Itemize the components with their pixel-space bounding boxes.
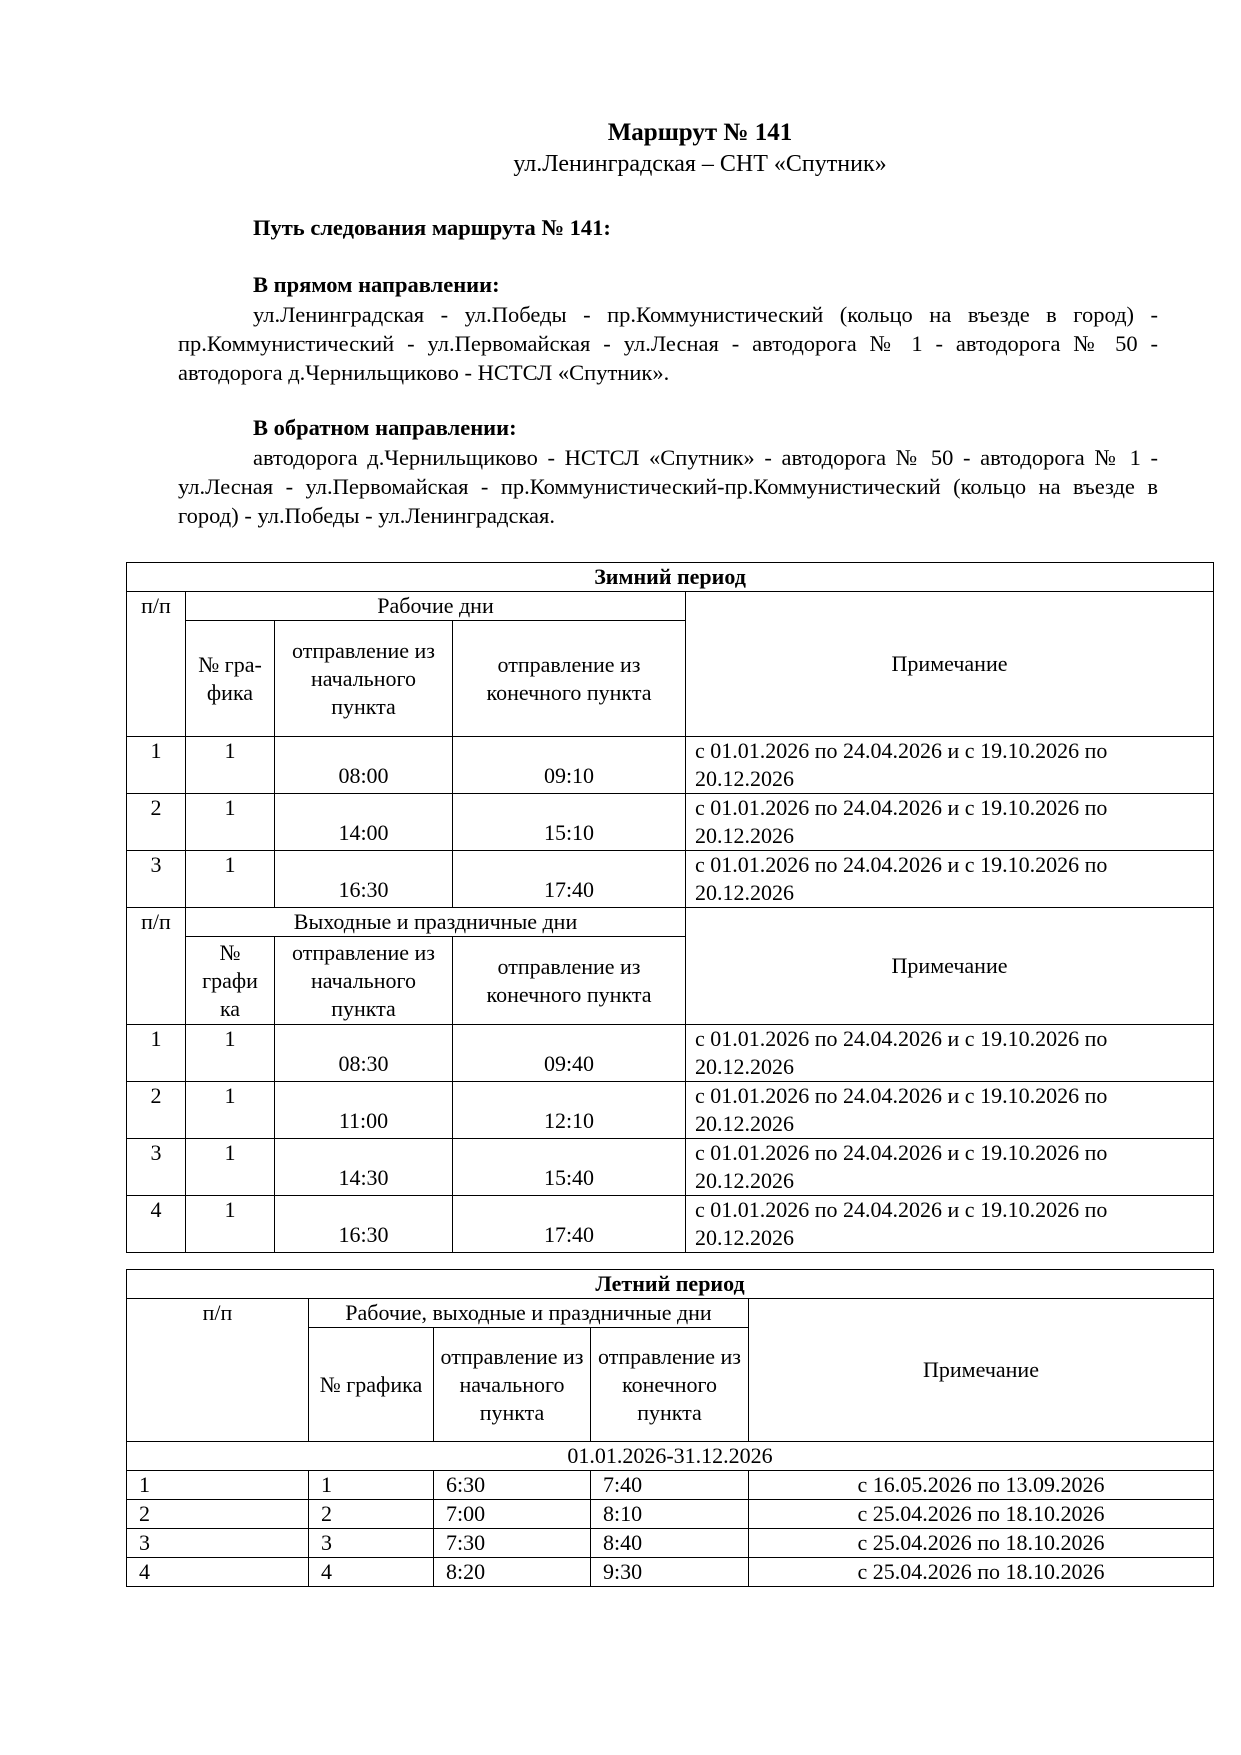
note-text: с 25.04.2026 по 18.10.2026 (749, 1500, 1214, 1529)
backward-route-text-content: автодорога д.Чернильщиково - НСТСЛ «Спутник» - автодорога № 50 - автодорога № 1 - ул.Лесная - ул.Первомайская - пр.Коммунистический-пр.Коммунистический (кольцо на въезде в город) - ул.Победы - ул.Ленинградская. (178, 445, 1158, 528)
departure-start: 6:30 (434, 1471, 591, 1500)
schedule-number: 4 (309, 1558, 434, 1587)
departure-start: 7:00 (434, 1500, 591, 1529)
departure-start: 11:00 (275, 1082, 453, 1139)
table-row (127, 563, 1214, 592)
departure-start: 7:30 (434, 1529, 591, 1558)
note-text: с 16.05.2026 по 13.09.2026 (749, 1471, 1214, 1500)
table-row (127, 1082, 1214, 1139)
note-text: с 01.01.2026 по 24.04.2026 и с 19.10.2026 по 20.12.2026 (686, 737, 1214, 794)
table-row (127, 1025, 1214, 1082)
note-text: с 01.01.2026 по 24.04.2026 и с 19.10.2026 по 20.12.2026 (686, 1196, 1214, 1253)
schedule-number: 1 (186, 737, 275, 794)
table-row (127, 1558, 1214, 1587)
dep-end-header: отправление из конечного пункта (591, 1328, 749, 1442)
summer-title: Летний период (127, 1270, 1214, 1299)
winter-weekend-rows (127, 1025, 1214, 1253)
note-text: с 01.01.2026 по 24.04.2026 и с 19.10.2026 по 20.12.2026 (686, 1082, 1214, 1139)
note-text: с 25.04.2026 по 18.10.2026 (749, 1529, 1214, 1558)
dep-start-header: отправление из начального пункта (434, 1328, 591, 1442)
backward-route-text (178, 443, 1158, 530)
row-number: 4 (127, 1196, 186, 1253)
table-row (127, 794, 1214, 851)
table-row (127, 1139, 1214, 1196)
table-row (127, 1299, 1214, 1328)
schedule-number: 3 (309, 1529, 434, 1558)
departure-end: 15:40 (453, 1139, 686, 1196)
col-num-header: п/п (127, 908, 186, 1025)
row-number: 1 (127, 737, 186, 794)
schedule-number: 1 (186, 1025, 275, 1082)
col-num-header: п/п (127, 592, 186, 737)
note-header: Примечание (749, 1299, 1214, 1442)
schedule-number: 1 (186, 851, 275, 908)
departure-start: 16:30 (275, 851, 453, 908)
schedule-number: 1 (186, 1082, 275, 1139)
note-text: с 01.01.2026 по 24.04.2026 и с 19.10.2026 по 20.12.2026 (686, 851, 1214, 908)
row-number: 2 (127, 794, 186, 851)
row-number: 3 (127, 1529, 309, 1558)
dep-end-header: отправление из конечного пункта (453, 937, 686, 1025)
departure-end: 17:40 (453, 1196, 686, 1253)
departure-start: 14:30 (275, 1139, 453, 1196)
departure-end: 8:10 (591, 1500, 749, 1529)
dep-end-header: отправление из конечного пункта (453, 621, 686, 737)
departure-start: 16:30 (275, 1196, 453, 1253)
note-text: с 01.01.2026 по 24.04.2026 и с 19.10.2026 по 20.12.2026 (686, 1025, 1214, 1082)
row-number: 3 (127, 851, 186, 908)
table-row (127, 737, 1214, 794)
table-row (127, 908, 1214, 937)
summer-rows (127, 1471, 1214, 1587)
row-number: 2 (127, 1082, 186, 1139)
departure-start: 08:00 (275, 737, 453, 794)
schedule-number: 1 (186, 1196, 275, 1253)
table-row (127, 1529, 1214, 1558)
note-header: Примечание (686, 592, 1214, 737)
row-number: 1 (127, 1025, 186, 1082)
table-row (127, 851, 1214, 908)
table-row (127, 1442, 1214, 1471)
route-title: Маршрут № 141 (607, 119, 793, 146)
workdays-header: Рабочие дни (186, 592, 686, 621)
departure-end: 8:40 (591, 1529, 749, 1558)
schedule-number: 1 (186, 794, 275, 851)
row-number: 2 (127, 1500, 309, 1529)
route-subtitle: ул.Ленинградская – СНТ «Спутник» (513, 151, 887, 177)
summer-period: 01.01.2026-31.12.2026 (127, 1442, 1214, 1471)
summer-schedule-table (126, 1269, 1214, 1587)
backward-heading: В обратном направлении: (253, 415, 517, 440)
row-number: 3 (127, 1139, 186, 1196)
schedule-number: 1 (309, 1471, 434, 1500)
schedule-number: 1 (186, 1139, 275, 1196)
note-text: с 01.01.2026 по 24.04.2026 и с 19.10.2026 по 20.12.2026 (686, 794, 1214, 851)
days-header: Рабочие, выходные и праздничные дни (309, 1299, 749, 1328)
weekends-header: Выходные и праздничные дни (186, 908, 686, 937)
note-text: с 25.04.2026 по 18.10.2026 (749, 1558, 1214, 1587)
departure-end: 12:10 (453, 1082, 686, 1139)
departure-end: 7:40 (591, 1471, 749, 1500)
departure-end: 9:30 (591, 1558, 749, 1587)
departure-start: 8:20 (434, 1558, 591, 1587)
schedule-number: 2 (309, 1500, 434, 1529)
forward-heading: В прямом направлении: (253, 272, 500, 297)
departure-end: 09:40 (453, 1025, 686, 1082)
note-header: Примечание (686, 908, 1214, 1025)
schedule-header: № гра- фика (186, 621, 275, 737)
table-row (127, 1270, 1214, 1299)
forward-route-text-content: ул.Ленинградская - ул.Победы - пр.Коммунистический (кольцо на въезде в город) - пр.Коммунистический - ул.Первомайская - ул.Лесная - автодорога № 1 - автодорога № 50 - автодорога д.Чернильщиково - НСТСЛ «Спутник». (178, 302, 1158, 385)
winter-schedule-table (126, 562, 1214, 1253)
forward-route-text (178, 300, 1158, 387)
departure-start: 14:00 (275, 794, 453, 851)
schedule-header: № графи ка (186, 937, 275, 1025)
row-number: 4 (127, 1558, 309, 1587)
departure-end: 17:40 (453, 851, 686, 908)
path-heading: Путь следования маршрута № 141: (253, 215, 611, 240)
dep-start-header: отправление из начального пункта (275, 937, 453, 1025)
table-row (127, 592, 1214, 621)
table-row (127, 1500, 1214, 1529)
col-num-header: п/п (127, 1299, 309, 1442)
note-text: с 01.01.2026 по 24.04.2026 и с 19.10.2026 по 20.12.2026 (686, 1139, 1214, 1196)
schedule-header: № графика (309, 1328, 434, 1442)
row-number: 1 (127, 1471, 309, 1500)
departure-end: 15:10 (453, 794, 686, 851)
dep-start-header: отправление из начального пункта (275, 621, 453, 737)
winter-title: Зимний период (127, 563, 1214, 592)
departure-end: 09:10 (453, 737, 686, 794)
winter-workday-rows (127, 737, 1214, 908)
departure-start: 08:30 (275, 1025, 453, 1082)
table-row (127, 1196, 1214, 1253)
table-row (127, 1471, 1214, 1500)
